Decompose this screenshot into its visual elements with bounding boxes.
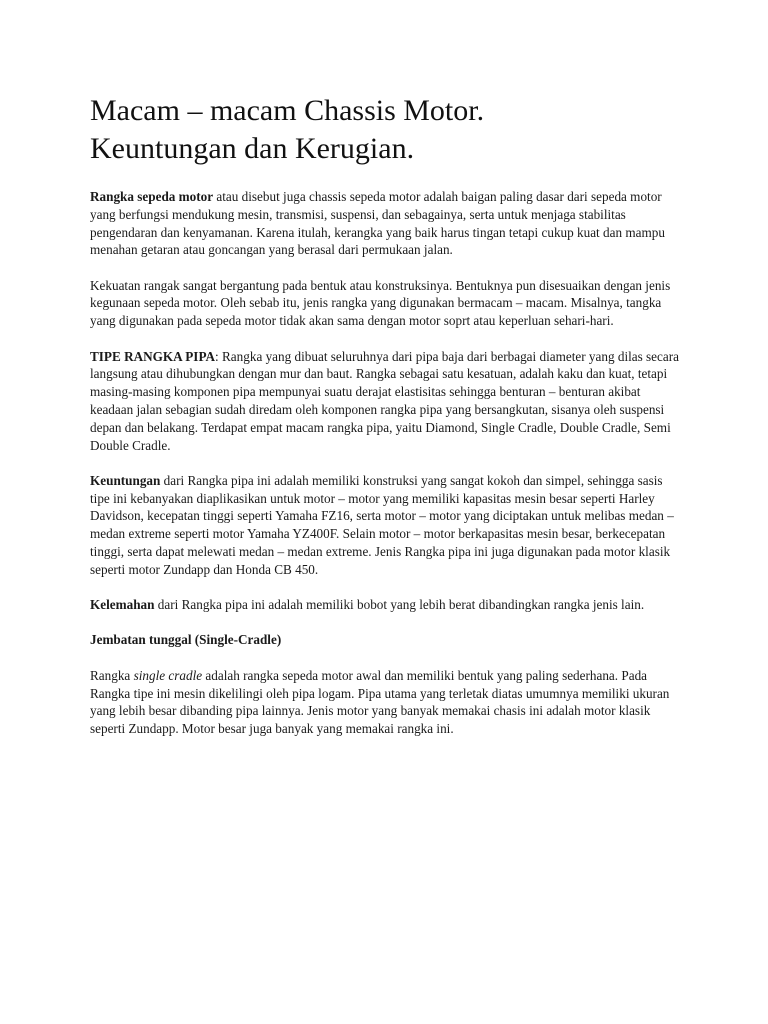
paragraph-text: adalah rangka sepeda motor awal dan memiliki bentuk yang paling sederhana. Pada Rangka tipe ini mesin dikelilingi oleh pipa logam. Pipa utama yang terletak diatas umumnya memiliki ukuran yang lebih besar dibanding pipa lainnya. Jenis motor yang banyak memakai chasis ini adalah motor klasik seperti Zundapp. Motor besar juga banyak yang memakai rangka ini.	[90, 667, 670, 737]
title-line-2: Keuntungan dan Kerugian.	[90, 132, 415, 165]
paragraph-tipe-rangka-pipa	[90, 348, 680, 455]
document-title	[90, 92, 680, 168]
paragraph-text: dari Rangka pipa ini adalah memiliki konstruksi yang sangat kokoh dan simpel, sehingga sasis tipe ini kebanyakan diaplikasikan untuk motor – motor yang memiliki kapasitas mesin besar seperti Harley Davidson, kecepatan tinggi seperti Yamaha FZ16, serta motor – motor yang diciptakan untuk melibas medan – medan extreme seperti motor Yamaha YZ400F. Selain motor – motor berkapasitas mesin besar, berkecepatan tinggi, serta dapat melewati medan – medan extreme. Jenis Rangka pipa ini juga digunakan pada motor klasik seperti motor Zundapp dan Honda CB 450.	[90, 472, 674, 577]
paragraph-text-prefix: Rangka	[90, 667, 134, 683]
term-rangka-sepeda-motor: Rangka sepeda motor	[90, 189, 214, 204]
term-kelemahan: Kelemahan	[90, 597, 155, 613]
term-single-cradle: single cradle	[133, 667, 203, 683]
term-tipe-rangka-pipa: TIPE RANGKA PIPA	[90, 348, 216, 364]
paragraph-kekuatan-rangka	[90, 277, 680, 330]
section-heading-single-cradle: Jembatan tunggal (Single-Cradle)	[90, 632, 282, 648]
paragraph-kelemahan	[90, 596, 680, 614]
paragraph-single-cradle	[90, 667, 680, 738]
paragraph-text: dari Rangka pipa ini adalah memiliki bobot yang lebih berat dibandingkan rangka jenis lain.	[154, 597, 645, 613]
paragraph-text: Kekuatan rangak sangat bergantung pada bentuk atau konstruksinya. Bentuknya pun disesuaikan dengan jenis kegunaan sepeda motor. Oleh sebab itu, jenis rangka yang digunakan bermacam – macam. Misalnya, tangka yang digunakan pada sepeda motor tidak akan sama dengan motor soprt atau keperluan sehari-hari.	[90, 277, 671, 329]
paragraph-text: atau disebut juga chassis sepeda motor adalah baigan paling dasar dari sepeda motor yang berfungsi mendukung mesin, transmisi, suspensi, dan sebagainya, serta untuk menjaga stabilitas pengendaran dan kenyamanan. Karena itulah, kerangka yang baik harus tingan tetapi cukup kuat dan mampu menahan getaran atau goncangan yang berasal dari permukaan jalan.	[90, 189, 665, 258]
paragraph-keuntungan	[90, 472, 680, 579]
document-page	[90, 92, 680, 755]
paragraph-text: : Rangka yang dibuat seluruhnya dari pipa baja dari berbagai diameter yang dilas secara langsung atau dihubungkan dengan mur dan baut. Rangka sebagai satu kesatuan, adalah kaku dan kuat, tetapi masing-masing komponen pipa mempunyai suatu derajat elastisitas sehingga benturan – benturan akibat keadaan jalan sebagian sudah diredam oleh komponen rangka pipa yang bersangkutan, sisanya oleh suspensi depan dan belakang. Terdapat empat macam rangka pipa, yaitu Diamond, Single Cradle, Double Cradle, Semi Double Cradle.	[90, 348, 679, 453]
paragraph-rangka-sepeda-motor	[90, 188, 680, 259]
term-keuntungan: Keuntungan	[90, 472, 161, 488]
title-line-1: Macam – macam Chassis Motor.	[90, 94, 485, 127]
